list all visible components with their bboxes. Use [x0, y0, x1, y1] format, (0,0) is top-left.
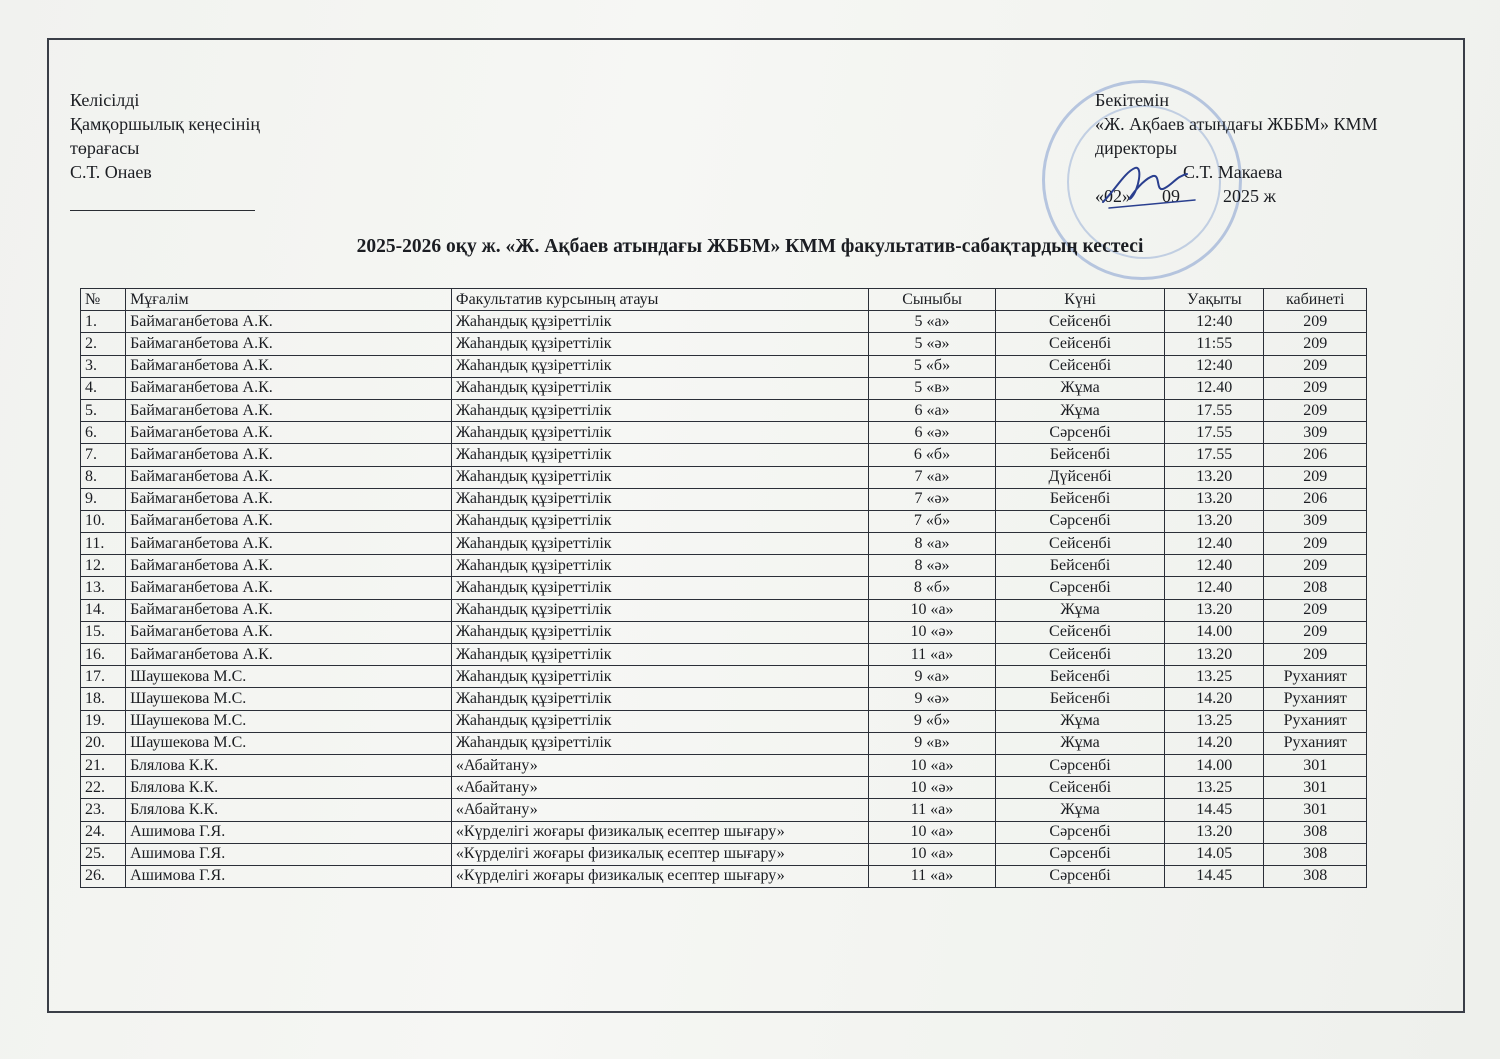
cell-course: «Күрделігі жоғары физикалық есептер шығару» [451, 865, 868, 887]
cell-day: Бейсенбі [996, 488, 1165, 510]
cell-time: 13.20 [1165, 466, 1264, 488]
cell-room: 309 [1264, 510, 1367, 532]
cell-room: Руханият [1264, 732, 1367, 754]
cell-number: 6. [81, 422, 126, 444]
date-year: 2025 ж [1223, 186, 1276, 206]
table-row [81, 355, 1367, 377]
cell-class: 8 «а» [868, 533, 995, 555]
cell-class: 6 «а» [868, 399, 995, 421]
cell-number: 19. [81, 710, 126, 732]
header-teacher: Мұғалім [126, 289, 452, 311]
cell-course: Жаһандық құзіреттілік [451, 710, 868, 732]
cell-class: 6 «ә» [868, 422, 995, 444]
cell-day: Сейсенбі [996, 621, 1165, 643]
cell-teacher: Блялова К.К. [126, 754, 452, 776]
cell-course: Жаһандық құзіреттілік [451, 577, 868, 599]
cell-time: 13.25 [1165, 666, 1264, 688]
table-row [81, 377, 1367, 399]
cell-class: 6 «б» [868, 444, 995, 466]
header-day: Күні [996, 289, 1165, 311]
cell-teacher: Баймаганбетова А.К. [126, 533, 452, 555]
table-row [81, 621, 1367, 643]
cell-day: Сейсенбі [996, 311, 1165, 333]
cell-course: Жаһандық құзіреттілік [451, 510, 868, 532]
cell-course: «Күрделігі жоғары физикалық есептер шығару» [451, 821, 868, 843]
table-row [81, 488, 1367, 510]
cell-number: 17. [81, 666, 126, 688]
cell-room: 308 [1264, 865, 1367, 887]
cell-room: 209 [1264, 377, 1367, 399]
cell-teacher: Баймаганбетова А.К. [126, 422, 452, 444]
table-row [81, 577, 1367, 599]
cell-number: 9. [81, 488, 126, 510]
cell-course: Жаһандық құзіреттілік [451, 599, 868, 621]
header-course: Факультатив курсының атауы [451, 289, 868, 311]
cell-time: 13.25 [1165, 777, 1264, 799]
cell-number: 12. [81, 555, 126, 577]
table-row [81, 599, 1367, 621]
cell-room: 206 [1264, 488, 1367, 510]
cell-day: Жұма [996, 399, 1165, 421]
schedule-table [80, 288, 1367, 888]
cell-day: Сейсенбі [996, 333, 1165, 355]
table-row [81, 666, 1367, 688]
cell-room: 308 [1264, 843, 1367, 865]
cell-day: Жұма [996, 732, 1165, 754]
cell-teacher: Баймаганбетова А.К. [126, 311, 452, 333]
cell-number: 1. [81, 311, 126, 333]
table-row [81, 510, 1367, 532]
cell-teacher: Баймаганбетова А.К. [126, 488, 452, 510]
cell-time: 17.55 [1165, 399, 1264, 421]
header-time: Уақыты [1165, 289, 1264, 311]
cell-teacher: Шаушекова М.С. [126, 710, 452, 732]
cell-class: 11 «а» [868, 799, 995, 821]
cell-day: Сәрсенбі [996, 577, 1165, 599]
cell-course: «Абайтану» [451, 754, 868, 776]
table-row [81, 799, 1367, 821]
table-row [81, 843, 1367, 865]
date-day: «02» [1095, 186, 1131, 206]
cell-course: Жаһандық құзіреттілік [451, 377, 868, 399]
cell-course: Жаһандық құзіреттілік [451, 666, 868, 688]
table-row [81, 422, 1367, 444]
cell-teacher: Баймаганбетова А.К. [126, 621, 452, 643]
cell-room: 208 [1264, 577, 1367, 599]
cell-course: Жаһандық құзіреттілік [451, 555, 868, 577]
cell-teacher: Баймаганбетова А.К. [126, 399, 452, 421]
cell-time: 12.40 [1165, 555, 1264, 577]
cell-number: 14. [81, 599, 126, 621]
cell-course: Жаһандық құзіреттілік [451, 732, 868, 754]
cell-day: Бейсенбі [996, 688, 1165, 710]
cell-teacher: Ашимова Г.Я. [126, 865, 452, 887]
cell-room: 209 [1264, 644, 1367, 666]
cell-class: 8 «б» [868, 577, 995, 599]
cell-number: 24. [81, 821, 126, 843]
cell-teacher: Баймаганбетова А.К. [126, 577, 452, 599]
cell-class: 9 «б» [868, 710, 995, 732]
table-row [81, 333, 1367, 355]
header-number: № [81, 289, 126, 311]
cell-day: Сейсенбі [996, 355, 1165, 377]
cell-class: 10 «а» [868, 821, 995, 843]
cell-number: 11. [81, 533, 126, 555]
director-name: С.Т. Макаева [1183, 162, 1283, 182]
cell-time: 13.25 [1165, 710, 1264, 732]
table-row [81, 732, 1367, 754]
cell-time: 12:40 [1165, 311, 1264, 333]
cell-course: Жаһандық құзіреттілік [451, 688, 868, 710]
cell-room: 301 [1264, 754, 1367, 776]
handwritten-signature-icon [1095, 150, 1205, 220]
cell-room: 301 [1264, 799, 1367, 821]
cell-course: Жаһандық құзіреттілік [451, 488, 868, 510]
cell-room: 209 [1264, 311, 1367, 333]
cell-day: Бейсенбі [996, 444, 1165, 466]
cell-room: 209 [1264, 355, 1367, 377]
cell-room: 209 [1264, 621, 1367, 643]
cell-day: Бейсенбі [996, 555, 1165, 577]
cell-day: Сейсенбі [996, 777, 1165, 799]
cell-class: 7 «ә» [868, 488, 995, 510]
cell-number: 2. [81, 333, 126, 355]
table-row [81, 865, 1367, 887]
cell-class: 8 «ә» [868, 555, 995, 577]
cell-time: 14.00 [1165, 754, 1264, 776]
cell-number: 10. [81, 510, 126, 532]
cell-number: 16. [81, 644, 126, 666]
cell-course: Жаһандық құзіреттілік [451, 311, 868, 333]
cell-day: Жұма [996, 377, 1165, 399]
cell-day: Жұма [996, 710, 1165, 732]
cell-time: 12.40 [1165, 577, 1264, 599]
cell-course: «Абайтану» [451, 799, 868, 821]
cell-time: 13.20 [1165, 510, 1264, 532]
cell-class: 10 «а» [868, 754, 995, 776]
cell-time: 13.20 [1165, 599, 1264, 621]
header-class: Сыныбы [868, 289, 995, 311]
cell-time: 14.45 [1165, 865, 1264, 887]
cell-teacher: Ашимова Г.Я. [126, 821, 452, 843]
cell-number: 7. [81, 444, 126, 466]
table-header-row [81, 289, 1367, 311]
cell-number: 8. [81, 466, 126, 488]
cell-time: 14.20 [1165, 688, 1264, 710]
cell-teacher: Баймаганбетова А.К. [126, 555, 452, 577]
cell-time: 17.55 [1165, 444, 1264, 466]
table-row [81, 466, 1367, 488]
cell-room: Руханият [1264, 710, 1367, 732]
cell-teacher: Блялова К.К. [126, 799, 452, 821]
cell-day: Сейсенбі [996, 644, 1165, 666]
cell-time: 14.05 [1165, 843, 1264, 865]
cell-time: 11:55 [1165, 333, 1264, 355]
table-row [81, 311, 1367, 333]
cell-class: 5 «ә» [868, 333, 995, 355]
cell-class: 9 «ә» [868, 688, 995, 710]
cell-course: «Абайтану» [451, 777, 868, 799]
cell-class: 10 «ә» [868, 621, 995, 643]
cell-room: 209 [1264, 333, 1367, 355]
council-label: Қамқоршылық кеңесінің [70, 114, 261, 134]
cell-room: Руханият [1264, 688, 1367, 710]
table-row [81, 754, 1367, 776]
document-title: 2025-2026 оқу ж. «Ж. Ақбаев атындағы ЖББМ» КММ факультатив-сабақтардың кестесі [356, 236, 1144, 257]
cell-day: Сәрсенбі [996, 510, 1165, 532]
cell-teacher: Шаушекова М.С. [126, 688, 452, 710]
director-label: директоры [1095, 138, 1178, 158]
cell-class: 9 «в» [868, 732, 995, 754]
table-row [81, 688, 1367, 710]
cell-teacher: Баймаганбетова А.К. [126, 510, 452, 532]
cell-number: 5. [81, 399, 126, 421]
cell-time: 14.00 [1165, 621, 1264, 643]
cell-class: 5 «в» [868, 377, 995, 399]
cell-time: 13.20 [1165, 821, 1264, 843]
cell-room: 209 [1264, 599, 1367, 621]
cell-room: 206 [1264, 444, 1367, 466]
cell-day: Сәрсенбі [996, 843, 1165, 865]
cell-time: 17.55 [1165, 422, 1264, 444]
cell-number: 4. [81, 377, 126, 399]
chairman-name: С.Т. Онаев [70, 162, 152, 182]
cell-class: 5 «б» [868, 355, 995, 377]
cell-teacher: Баймаганбетова А.К. [126, 377, 452, 399]
cell-day: Сәрсенбі [996, 865, 1165, 887]
cell-number: 15. [81, 621, 126, 643]
cell-room: 209 [1264, 533, 1367, 555]
cell-teacher: Баймаганбетова А.К. [126, 355, 452, 377]
cell-class: 10 «ә» [868, 777, 995, 799]
cell-time: 13.20 [1165, 488, 1264, 510]
cell-teacher: Баймаганбетова А.К. [126, 599, 452, 621]
cell-class: 11 «а» [868, 644, 995, 666]
cell-course: Жаһандық құзіреттілік [451, 355, 868, 377]
cell-number: 13. [81, 577, 126, 599]
school-name: «Ж. Ақбаев атындағы ЖББМ» КММ [1095, 114, 1378, 134]
cell-time: 13.20 [1165, 644, 1264, 666]
cell-course: Жаһандық құзіреттілік [451, 621, 868, 643]
header-room: кабинеті [1264, 289, 1367, 311]
cell-day: Сәрсенбі [996, 821, 1165, 843]
cell-time: 12.40 [1165, 377, 1264, 399]
cell-course: Жаһандық құзіреттілік [451, 466, 868, 488]
cell-teacher: Ашимова Г.Я. [126, 843, 452, 865]
cell-time: 14.20 [1165, 732, 1264, 754]
cell-course: Жаһандық құзіреттілік [451, 333, 868, 355]
table-row [81, 644, 1367, 666]
cell-day: Сәрсенбі [996, 754, 1165, 776]
cell-number: 22. [81, 777, 126, 799]
cell-class: 5 «а» [868, 311, 995, 333]
chairman-label: төрағасы [70, 138, 140, 158]
signature-line [70, 210, 255, 211]
cell-course: Жаһандық құзіреттілік [451, 644, 868, 666]
cell-teacher: Баймаганбетова А.К. [126, 333, 452, 355]
agreed-label: Келісілді [70, 90, 140, 110]
approval-left-block [70, 88, 260, 184]
cell-teacher: Шаушекова М.С. [126, 732, 452, 754]
table-row [81, 555, 1367, 577]
cell-time: 12:40 [1165, 355, 1264, 377]
cell-class: 9 «а» [868, 666, 995, 688]
cell-number: 21. [81, 754, 126, 776]
cell-teacher: Баймаганбетова А.К. [126, 444, 452, 466]
cell-room: Руханият [1264, 666, 1367, 688]
cell-day: Жұма [996, 599, 1165, 621]
cell-course: Жаһандық құзіреттілік [451, 444, 868, 466]
cell-day: Сәрсенбі [996, 422, 1165, 444]
cell-class: 7 «б» [868, 510, 995, 532]
cell-course: Жаһандық құзіреттілік [451, 422, 868, 444]
cell-class: 7 «а» [868, 466, 995, 488]
cell-teacher: Шаушекова М.С. [126, 666, 452, 688]
cell-course: Жаһандық құзіреттілік [451, 399, 868, 421]
cell-day: Бейсенбі [996, 666, 1165, 688]
table-row [81, 710, 1367, 732]
cell-course: Жаһандық құзіреттілік [451, 533, 868, 555]
cell-teacher: Блялова К.К. [126, 777, 452, 799]
cell-room: 209 [1264, 399, 1367, 421]
cell-room: 301 [1264, 777, 1367, 799]
table-row [81, 777, 1367, 799]
cell-number: 18. [81, 688, 126, 710]
cell-time: 14.45 [1165, 799, 1264, 821]
cell-course: «Күрделігі жоғары физикалық есептер шығару» [451, 843, 868, 865]
cell-room: 309 [1264, 422, 1367, 444]
cell-day: Дүйсенбі [996, 466, 1165, 488]
table-row [81, 821, 1367, 843]
cell-number: 23. [81, 799, 126, 821]
cell-class: 10 «а» [868, 843, 995, 865]
cell-room: 308 [1264, 821, 1367, 843]
cell-class: 11 «а» [868, 865, 995, 887]
cell-day: Сейсенбі [996, 533, 1165, 555]
cell-number: 20. [81, 732, 126, 754]
table-row [81, 399, 1367, 421]
approve-label: Бекітемін [1095, 90, 1169, 110]
cell-room: 209 [1264, 466, 1367, 488]
cell-number: 3. [81, 355, 126, 377]
cell-teacher: Баймаганбетова А.К. [126, 644, 452, 666]
table-row [81, 444, 1367, 466]
cell-teacher: Баймаганбетова А.К. [126, 466, 452, 488]
date-month: 09 [1162, 186, 1180, 206]
table-row [81, 533, 1367, 555]
cell-number: 26. [81, 865, 126, 887]
cell-number: 25. [81, 843, 126, 865]
cell-time: 12.40 [1165, 533, 1264, 555]
cell-class: 10 «а» [868, 599, 995, 621]
cell-day: Жұма [996, 799, 1165, 821]
cell-room: 209 [1264, 555, 1367, 577]
